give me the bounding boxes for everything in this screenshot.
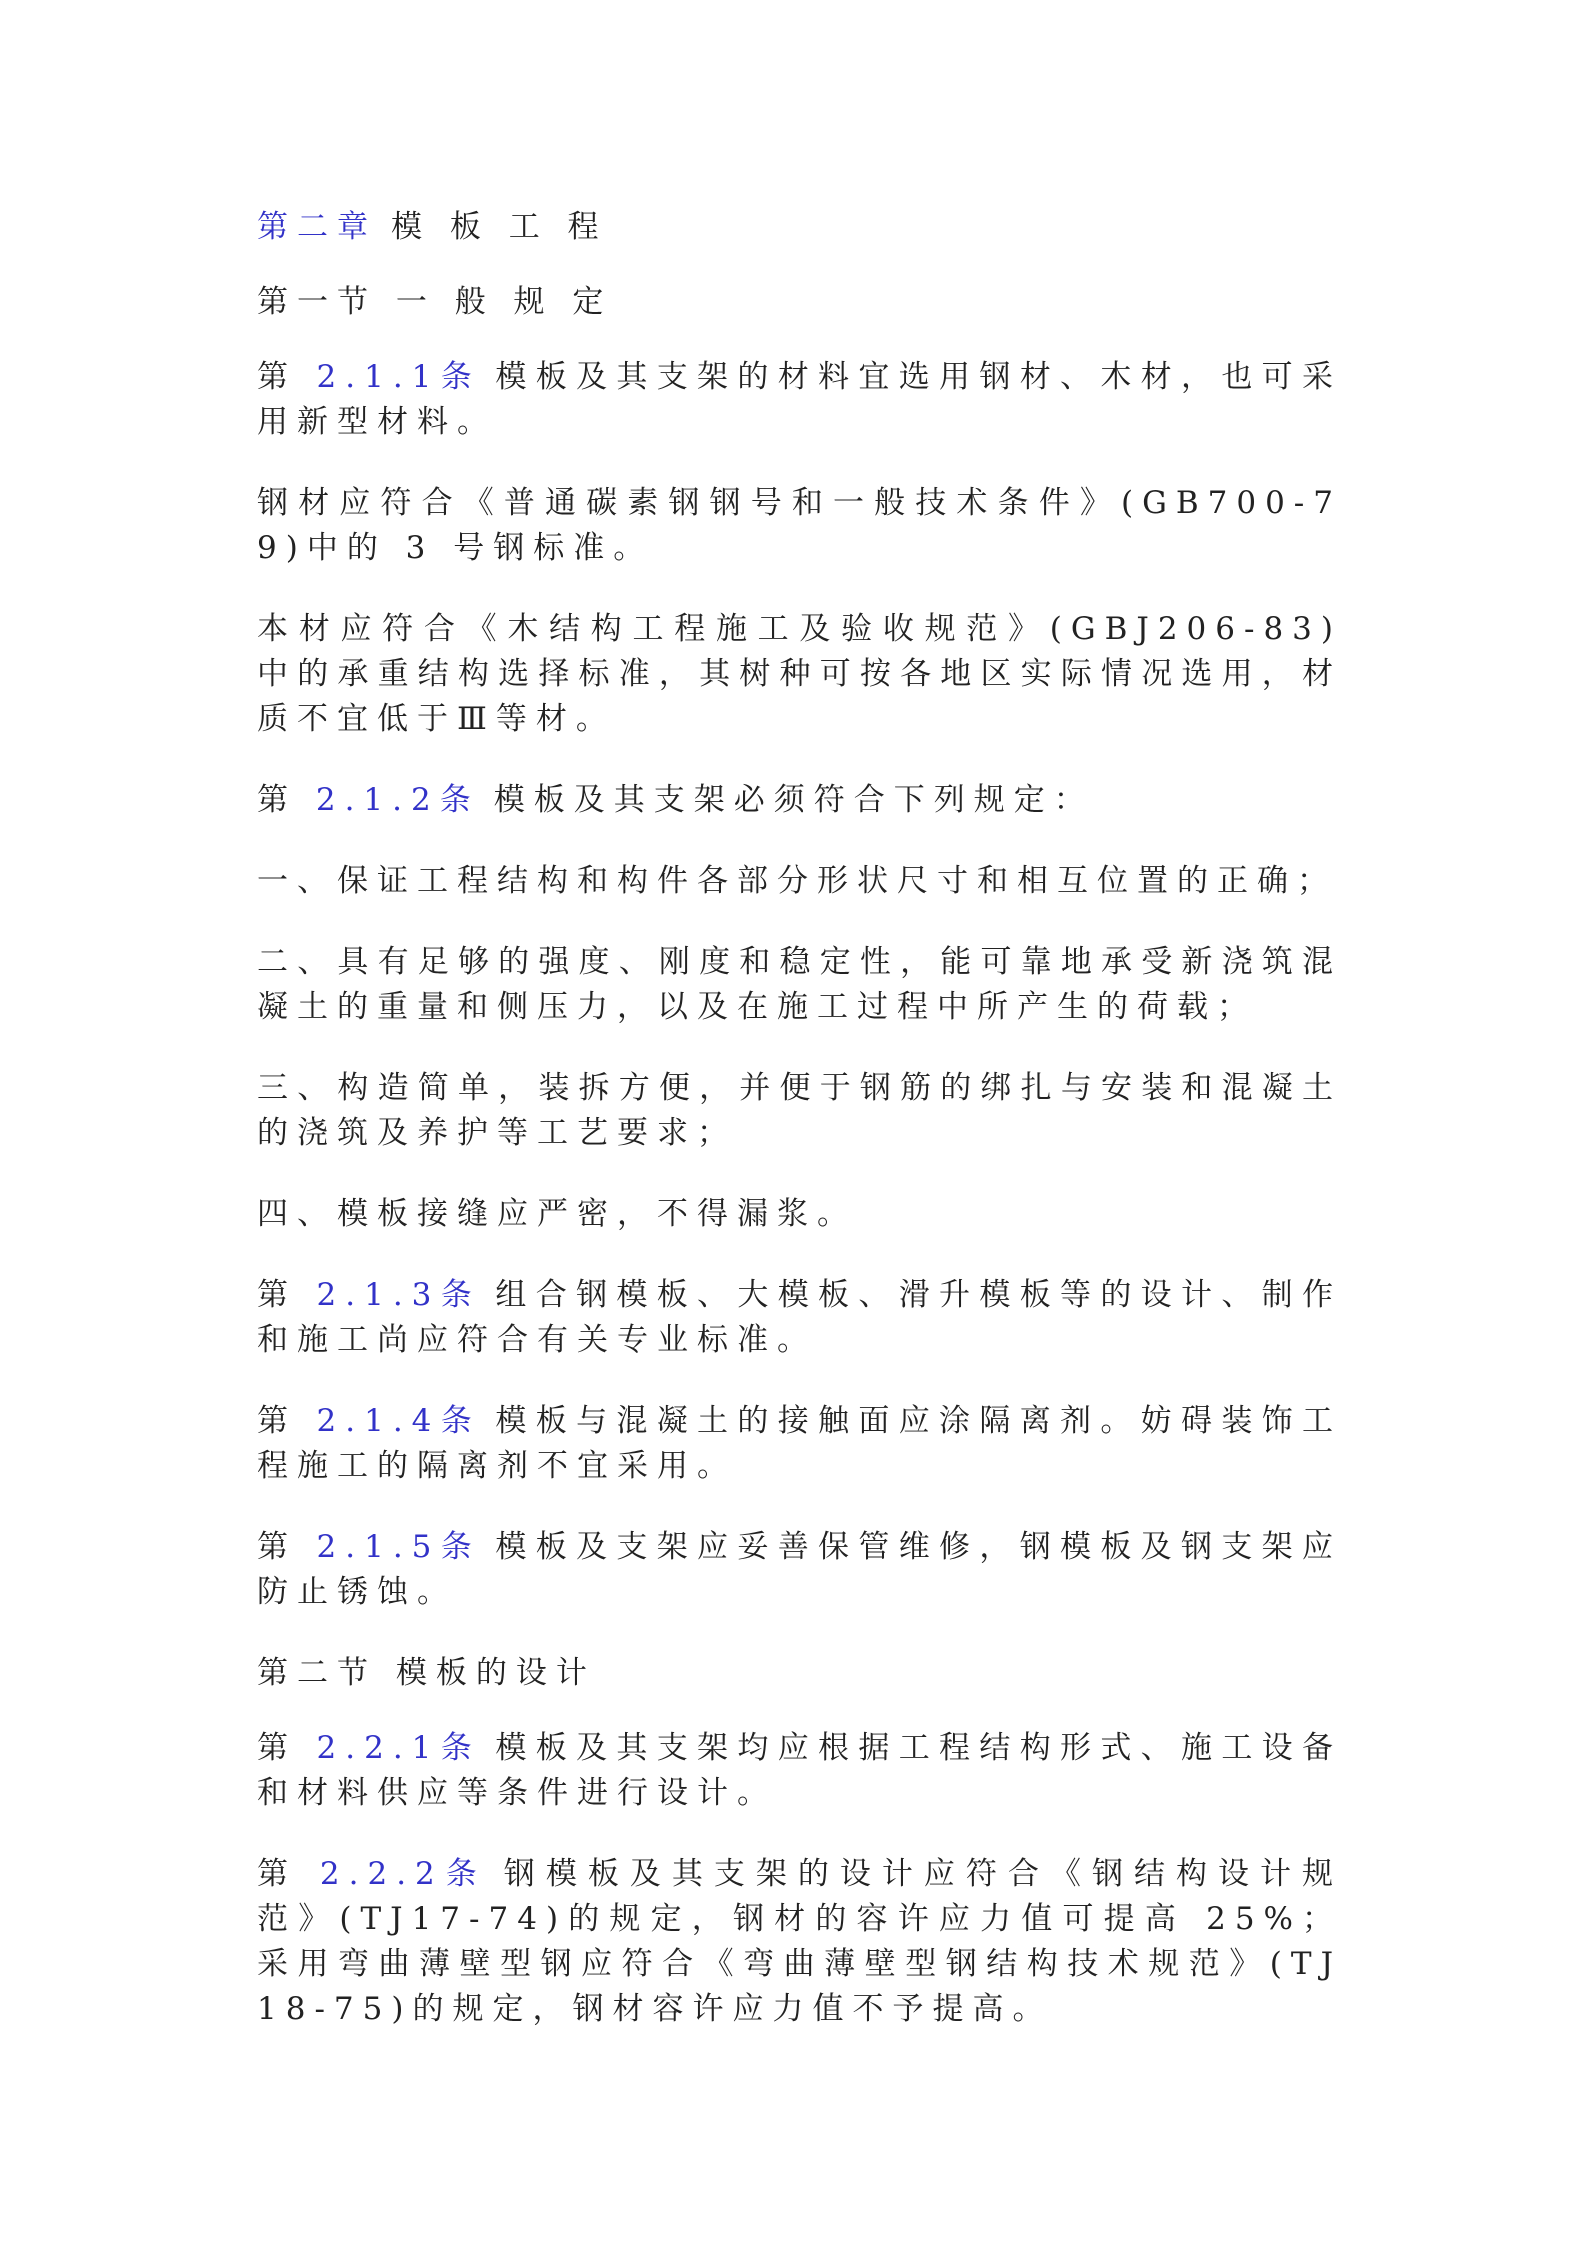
list-item-4: 四、模板接缝应严密，不得漏浆。: [257, 1196, 857, 1232]
article-2-2-2: [257, 1852, 1342, 2032]
article-2-1-1: [257, 355, 1342, 445]
article-text: 模板与混凝土的接触面应涂隔离剂。妨碍装饰工程施工的隔离剂不宜采用。: [257, 1403, 1343, 1484]
list-item-2: 二、具有足够的强度、刚度和稳定性，能可靠地承受新浇筑混凝土的重量和侧压力，以及在施工过程中所产生的荷载；: [257, 944, 1342, 1025]
chapter-label: 第二章: [257, 209, 377, 245]
article-number: 2.2.2条: [319, 1856, 488, 1892]
article-number: 2.1.1条: [316, 359, 482, 395]
paragraph-steel: 钢材应符合《普通碳素钢钢号和一般技术条件》(GB700-79)中的 3 号钢标准。: [257, 485, 1342, 566]
list-item-1: 一、保证工程结构和构件各部分形状尺寸和相互位置的正确；: [257, 863, 1337, 899]
article-prefix: 第: [257, 1730, 298, 1766]
chapter-heading: [257, 205, 1342, 250]
article-prefix: 第: [257, 1529, 298, 1565]
article-prefix: 第: [257, 1856, 300, 1892]
article-number: 2.1.4条: [316, 1403, 482, 1439]
list-item-3: 三、构造简单，装拆方便，并便于钢筋的绑扎与安装和混凝土的浇筑及养护等工艺要求；: [257, 1070, 1342, 1151]
article-2-1-5: [257, 1525, 1342, 1615]
article-number: 2.2.1条: [316, 1730, 482, 1766]
article-number: 2.1.2条: [315, 782, 480, 818]
chapter-title: 模 板 工 程: [391, 209, 608, 245]
article-prefix: 第: [257, 782, 297, 818]
section-2-heading: 第二节 模板的设计: [257, 1655, 596, 1691]
paragraph-wood: 本材应符合《木结构工程施工及验收规范》(GBJ206-83)中的承重结构选择标准，其树种可按各地区实际情况选用，材质不宜低于Ⅲ等材。: [257, 611, 1342, 737]
article-2-1-4: [257, 1399, 1342, 1489]
article-text: 模板及支架应妥善保管维修，钢模板及钢支架应防止锈蚀。: [257, 1529, 1343, 1610]
article-2-1-2: [257, 778, 1342, 823]
article-number: 2.1.3条: [316, 1277, 482, 1313]
article-number: 2.1.5条: [316, 1529, 482, 1565]
article-prefix: 第: [257, 1277, 298, 1313]
article-text: 模板及其支架的材料宜选用钢材、木材，也可采用新型材料。: [257, 359, 1343, 440]
article-text: 模板及其支架必须符合下列规定：: [493, 782, 1094, 818]
article-text: 模板及其支架均应根据工程结构形式、施工设备和材料供应等条件进行设计。: [257, 1730, 1343, 1811]
document-page: [257, 205, 1342, 2068]
article-2-1-3: [257, 1273, 1342, 1363]
article-prefix: 第: [257, 1403, 298, 1439]
article-prefix: 第: [257, 359, 298, 395]
section-1-heading: 第一节 一 般 规 定: [257, 284, 613, 320]
article-text: 组合钢模板、大模板、滑升模板等的设计、制作和施工尚应符合有关专业标准。: [257, 1277, 1343, 1358]
article-2-2-1: [257, 1726, 1342, 1816]
article-text: 钢模板及其支架的设计应符合《钢结构设计规范》(TJ17-74)的规定，钢材的容许应力值可提高 25%；采用弯曲薄壁型钢应符合《弯曲薄壁型钢结构技术规范》(TJ18-75)的规定，钢材容许应力值不予提高。: [257, 1856, 1343, 2027]
